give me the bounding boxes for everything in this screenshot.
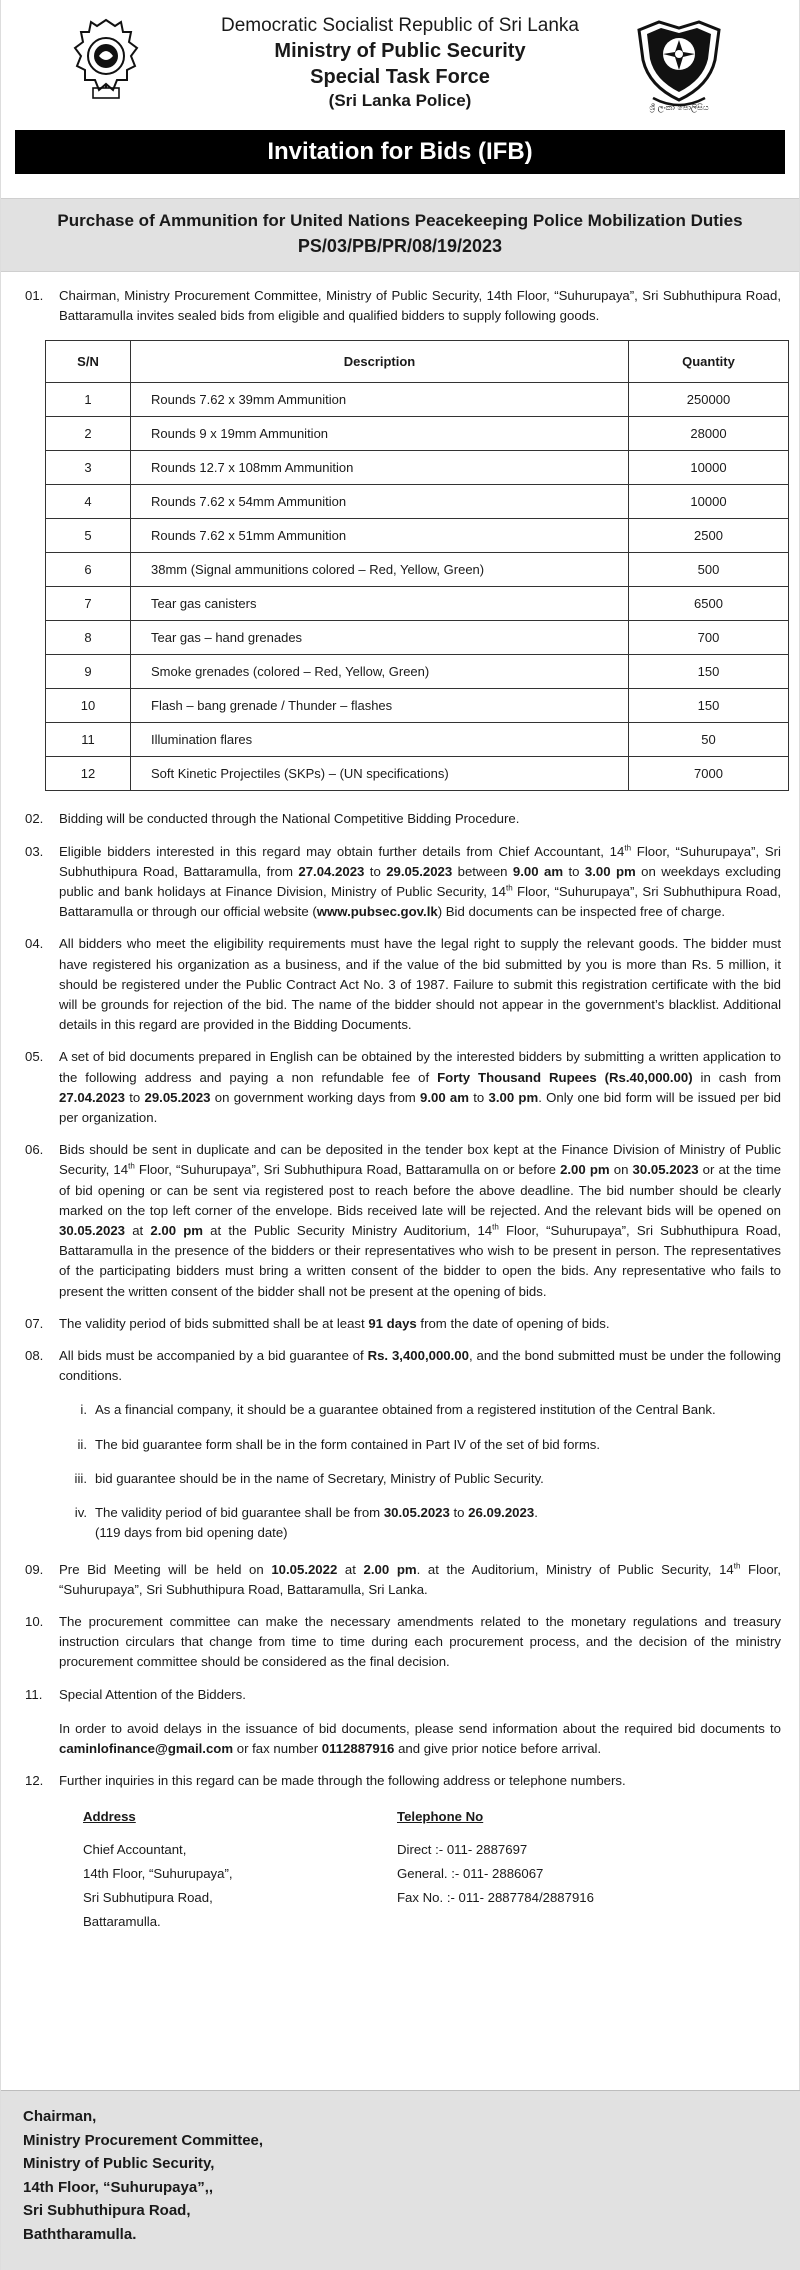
cell-description: 38mm (Signal ammunitions colored – Red, Yellow, Green): [131, 553, 629, 587]
cell-description: Rounds 7.62 x 54mm Ammunition: [131, 485, 629, 519]
validity-days: 91 days: [368, 1315, 417, 1331]
telephone-line: Direct :- 011- 2887697: [397, 1841, 528, 1857]
cell-description: Rounds 7.62 x 39mm Ammunition: [131, 383, 629, 417]
cell-description: Flash – bang grenade / Thunder – flashes: [131, 689, 629, 723]
paragraph-08: [25, 1346, 781, 1386]
condition-text: bid guarantee should be in the name of Secretary, Ministry of Public Security.: [95, 1470, 544, 1486]
tender-title-band: [1, 198, 799, 272]
cell-sn: 12: [46, 757, 131, 791]
paragraph-01: [25, 286, 781, 326]
closing-date: 30.05.2023: [632, 1162, 699, 1178]
cell-description: Illumination flares: [131, 723, 629, 757]
paragraph-text: Bids should be sent in duplicate and can be deposited in the tender box kept at the Finance Division of Ministry of Public Security, 14th Floor, “Suhurupaya”, Sri Subhuthipura Road, Battaramulla on or before 2.00 pm on 30.05.2023 or at the time of bid opening or can be sent via registered post to reach before the above deadline. The bid number should be clearly marked on the top left corner of the envelope. Bids received late will be rejected. And the relevant bids will be opened on 30.05.2023 at 2.00 pm at the Public Security Ministry Auditorium, 14th Floor, “Suhurupaya”, Sri Subhuthipura Road, Battaramulla in the presence of the bidders or their representatives who wish to be present in person. The representatives of the participating bidders must bring a written consent of the bidder to open the bids. Any representative who fails to present the written consent of the bidder shall not be present at the opening of bids.: [59, 1142, 781, 1299]
special-task-force-emblem-icon: [629, 14, 729, 114]
address-heading: Address: [83, 1809, 136, 1825]
table-header-row: [46, 341, 789, 383]
tender-title: Purchase of Ammunition for United Nations Peacekeeping Police Mobilization Duties: [57, 211, 743, 230]
paragraph-text: Special Attention of the Bidders. In order to avoid delays in the issuance of bid documents, please send information about the required bid documents to caminlofinance@gmail.com or fax number 0112887916 and give prior notice before arrival.: [59, 1686, 781, 1756]
table-row: [46, 553, 789, 587]
paragraph-09: [25, 1560, 781, 1600]
paragraph-06: [25, 1140, 781, 1302]
paragraph-number: 05.: [25, 1049, 44, 1065]
cell-quantity: 50: [629, 723, 789, 757]
cell-quantity: 10000: [629, 451, 789, 485]
column-header-description: Description: [131, 341, 629, 383]
time-from: 9.00 am: [512, 863, 564, 879]
unit-name: Special Task Force: [310, 66, 490, 88]
cell-sn: 7: [46, 587, 131, 621]
condition-text: The validity period of bid guarantee shall be from 30.05.2023 to 26.09.2023. (119 days from bid opening date): [95, 1505, 538, 1541]
table-row: [46, 587, 789, 621]
signatory-line: 14th Floor, “Suhurupaya”,,: [23, 2178, 214, 2196]
table-row: [46, 723, 789, 757]
cell-quantity: 150: [629, 655, 789, 689]
cell-sn: 10: [46, 689, 131, 723]
table-row: [46, 519, 789, 553]
paragraph-number: 01.: [25, 288, 44, 303]
paragraph-number: 02.: [25, 811, 44, 827]
cell-sn: 8: [46, 621, 131, 655]
table-row: [46, 689, 789, 723]
contact-fax: 0112887916: [321, 1740, 395, 1756]
paragraph-05: [25, 1047, 781, 1128]
contact-email: caminlofinance@gmail.com: [59, 1740, 234, 1756]
emblem-motto: ශ්‍රී ලංකා පොලිසිය: [649, 103, 709, 112]
address-block: [83, 1807, 397, 1933]
table-row: [46, 383, 789, 417]
paragraph-text: All bidders who meet the eligibility requirements must have the legal right to supply the relevant goods. The bidder must have registered his organization as a business, and if the value of the bid submitted by you is more than Rs. 5 million, it should be registered under the Public Contract Act No. 3 of 1987. Failure to submit this registration certificate with the bid will be grounds for rejection of the bid. The name of the bidder should not appear in the government’s blacklist. Additional details in this regard are provided in the Bidding Documents.: [59, 936, 781, 1033]
condition-number: iv.: [74, 1505, 87, 1521]
condition-text: The bid guarantee form shall be in the form contained in Part IV of the set of bid forms.: [95, 1436, 601, 1452]
ministry-name: Ministry of Public Security: [274, 40, 526, 62]
address-line: Sri Subhutipura Road,: [83, 1889, 213, 1905]
telephone-block: [397, 1807, 781, 1933]
cell-description: Rounds 7.62 x 51mm Ammunition: [131, 519, 629, 553]
table-row: [46, 485, 789, 519]
cell-sn: 4: [46, 485, 131, 519]
signatory-line: Ministry Procurement Committee,: [23, 2131, 264, 2149]
paragraph-10: [25, 1612, 781, 1673]
unit-subtitle: (Sri Lanka Police): [328, 91, 472, 110]
paragraph-11: [25, 1685, 781, 1760]
paragraph-number: 10.: [25, 1613, 44, 1629]
cell-sn: 6: [46, 553, 131, 587]
cell-description: Tear gas – hand grenades: [131, 621, 629, 655]
condition-item: [69, 1400, 781, 1420]
letterhead: [1, 0, 799, 128]
paragraph-title: Special Attention of the Bidders.: [59, 1686, 246, 1702]
table-row: [46, 621, 789, 655]
paragraph-text: All bids must be accompanied by a bid guarantee of Rs. 3,400,000.00, and the bond submitted must be under the following conditions.: [59, 1348, 781, 1384]
paragraph-02: [25, 809, 781, 829]
cell-sn: 5: [46, 519, 131, 553]
table-body: [46, 383, 789, 791]
address-line: Chief Accountant,: [83, 1841, 187, 1857]
condition-item: [69, 1469, 781, 1489]
sri-lanka-emblem-icon: [73, 18, 139, 102]
cell-quantity: 7000: [629, 757, 789, 791]
cell-quantity: 28000: [629, 417, 789, 451]
telephone-line: General. :- 011- 2886067: [397, 1865, 544, 1881]
signatory-line: Chairman,: [23, 2108, 97, 2125]
cell-description: Smoke grenades (colored – Red, Yellow, Green): [131, 655, 629, 689]
paragraph-12: [25, 1771, 781, 1791]
table-row: [46, 655, 789, 689]
cell-sn: 2: [46, 417, 131, 451]
opening-date: 30.05.2023: [59, 1223, 126, 1239]
condition-item: [69, 1435, 781, 1455]
paragraph-number: 04.: [25, 936, 44, 952]
cell-description: Tear gas canisters: [131, 587, 629, 621]
paragraph-03: [25, 842, 781, 923]
paragraph-text: Chairman, Ministry Procurement Committee, Ministry of Public Security, 14th Floor, “Suhurupaya”, Sri Subhuthipura Road, Battaramulla invites sealed bids from eligible and qualified bidders to supply following goods.: [59, 288, 781, 324]
cell-quantity: 250000: [629, 383, 789, 417]
cell-description: Rounds 9 x 19mm Ammunition: [131, 417, 629, 451]
cell-quantity: 2500: [629, 519, 789, 553]
paragraph-text: The validity period of bids submitted shall be at least 91 days from the date of opening of bids.: [59, 1315, 610, 1331]
column-header-sn: S/N: [46, 341, 131, 383]
condition-text: As a financial company, it should be a guarantee obtained from a registered institution of the Central Bank.: [95, 1402, 716, 1418]
cell-quantity: 700: [629, 621, 789, 655]
cell-quantity: 6500: [629, 587, 789, 621]
telephone-line: Fax No. :- 011- 2887784/2887916: [397, 1889, 594, 1905]
table-row: [46, 451, 789, 485]
paragraph-text: Further inquiries in this regard can be made through the following address or telephone numbers.: [59, 1773, 626, 1789]
column-header-quantity: Quantity: [629, 341, 789, 383]
paragraph-text: A set of bid documents prepared in English can be obtained by the interested bidders by submitting a written application to the following address and paying a non refundable fee of Forty Thousand Rupees (Rs.40,000.00) in cash from 27.04.2023 to 29.05.2023 on government working days from 9.00 am to 3.00 pm. Only one bid form will be issued per bid per organization.: [59, 1049, 781, 1126]
cell-description: Soft Kinetic Projectiles (SKPs) – (UN specifications): [131, 757, 629, 791]
paragraph-number: 08.: [25, 1348, 44, 1364]
bid-guarantee-amount: Rs. 3,400,000.00: [367, 1348, 469, 1364]
ifb-banner: Invitation for Bids (IFB): [15, 130, 785, 174]
time-to: 3.00 pm: [584, 863, 636, 879]
country-name: Democratic Socialist Republic of Sri Lanka: [221, 15, 579, 36]
condition-number: ii.: [77, 1436, 87, 1452]
signatory-line: Baththaramulla.: [23, 2225, 137, 2243]
address-line: Battaramulla.: [83, 1913, 161, 1929]
cell-quantity: 10000: [629, 485, 789, 519]
paragraph-07: [25, 1314, 781, 1334]
condition-number: iii.: [74, 1470, 87, 1486]
condition-number: i.: [80, 1402, 87, 1418]
table-row: [46, 757, 789, 791]
condition-item: [69, 1503, 781, 1543]
cell-sn: 11: [46, 723, 131, 757]
website-link: www.pubsec.gov.lk: [316, 904, 438, 920]
document-body: [1, 286, 799, 1934]
paragraph-text: Eligible bidders interested in this regard may obtain further details from Chief Accountant, 14th Floor, “Suhurupaya”, Sri Subhuthipura Road, Battaramulla, from 27.04.2023 to 29.05.2023 between 9.00 am to 3.00 pm on weekdays excluding public and bank holidays at Finance Division, Ministry of Public Security, 14th Floor, “Suhurupaya”, Sri Subhuthipura Road, Battaramulla or through our official website (www.pubsec.gov.lk) Bid documents can be inspected free of charge.: [59, 843, 781, 920]
date-from: 27.04.2023: [298, 863, 365, 879]
cell-quantity: 500: [629, 553, 789, 587]
guarantee-conditions: [25, 1400, 781, 1489]
paragraph-number: 09.: [25, 1561, 44, 1577]
tender-reference: PS/03/PB/PR/08/19/2023: [297, 236, 503, 256]
pre-bid-date: 10.05.2022: [271, 1561, 338, 1577]
paragraph-text: The procurement committee can make the necessary amendments related to the monetary regulations and treasury instruction circulars that change from time to time during each procurement process, and the decision of the ministry procurement committee should be considered as the final decision.: [59, 1613, 781, 1670]
signatory-line: Ministry of Public Security,: [23, 2155, 215, 2172]
address-line: 14th Floor, “Suhurupaya”,: [83, 1865, 233, 1881]
paragraph-number: 07.: [25, 1315, 44, 1331]
signature-block: [1, 2090, 800, 2270]
contact-details: [83, 1807, 781, 1933]
cell-sn: 3: [46, 451, 131, 485]
telephone-heading: Telephone No: [397, 1809, 484, 1825]
cell-sn: 9: [46, 655, 131, 689]
paragraph-number: 11.: [25, 1686, 43, 1702]
cell-quantity: 150: [629, 689, 789, 723]
document-fee: Forty Thousand Rupees (Rs.40,000.00): [437, 1069, 693, 1085]
cell-description: Rounds 12.7 x 108mm Ammunition: [131, 451, 629, 485]
paragraph-number: 06.: [25, 1142, 44, 1158]
paragraph-number: 03.: [25, 843, 44, 859]
paragraph-04: [25, 934, 781, 1035]
ammunition-table: [45, 340, 789, 791]
date-to: 29.05.2023: [386, 863, 453, 879]
paragraph-text: Pre Bid Meeting will be held on 10.05.2022 at 2.00 pm. at the Auditorium, Ministry of Public Security, 14th Floor, “Suhurupaya”, Sri Subhuthipura Road, Battaramulla, Sri Lanka.: [59, 1561, 781, 1597]
paragraph-number: 12.: [25, 1773, 44, 1789]
cell-sn: 1: [46, 383, 131, 417]
paragraph-text: Bidding will be conducted through the National Competitive Bidding Procedure.: [59, 811, 520, 827]
table-row: [46, 417, 789, 451]
signatory-line: Sri Subhuthipura Road,: [23, 2202, 191, 2219]
